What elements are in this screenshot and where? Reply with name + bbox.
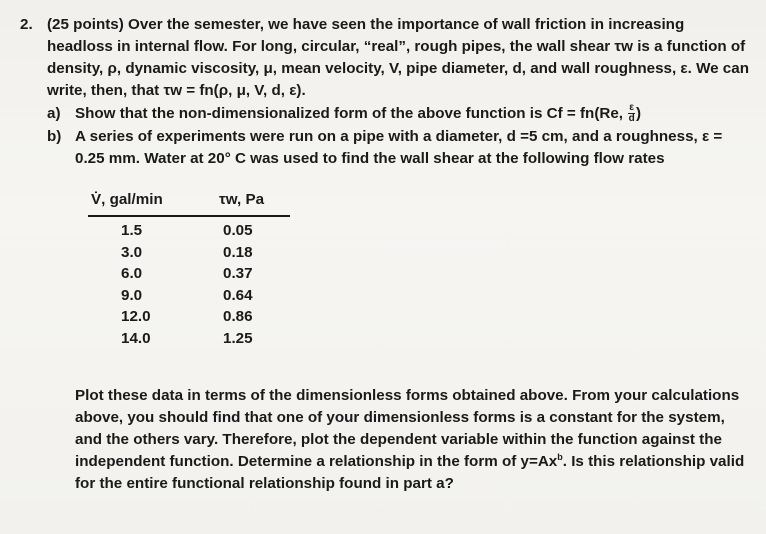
table-header-rule [88, 215, 290, 217]
table-body [88, 222, 290, 351]
table-row [88, 222, 290, 244]
shear-cell: 0.18 [223, 243, 253, 261]
shear-cell: 0.37 [223, 265, 253, 282]
part-a-label: a) [47, 105, 61, 122]
problem-intro: (25 points) Over the semester, we have seen the importance of wall friction in increasing headloss in internal flow. For long, circular, “real”, rough pipes, the wall shear τw is a function of density, ρ, dynamic viscosity, μ, mean velocity, V, pipe diameter, d, and wall roughness, ε. We can write, then, that τw = fn(ρ, μ, V, d, ε). [47, 16, 749, 99]
flow-cell: 1.5 [121, 222, 143, 239]
header-flow-rate: V̇, gal/min [91, 191, 163, 208]
problem-number: 2. [20, 16, 33, 33]
flow-cell: 9.0 [121, 286, 143, 304]
part-b-label: b) [47, 128, 62, 145]
part-a [47, 103, 750, 125]
flow-cell: 3.0 [121, 243, 143, 261]
shear-cell: 0.05 [223, 222, 253, 239]
closing-text-main: Plot these data in terms of the dimensionless forms obtained above. From your calculations above, you should find that one of your dimensionless forms is a constant for the system, and the others vary. Therefore, plot the dependent variable within the function against the independent function. Determine a relationship in the form of y=Ax [75, 387, 740, 470]
table-row [88, 244, 290, 266]
fraction-denominator: d [628, 113, 635, 125]
part-b-text: A series of experiments were run on a pipe with a diameter, d =5 cm, and a roughness, ε = 0.25 mm. Water at 20° C was used to find the wall shear at the following flow rates [75, 128, 723, 167]
problem-2 [20, 14, 750, 170]
flow-cell: 12.0 [121, 308, 151, 325]
table-row [88, 308, 290, 330]
table-header [88, 191, 290, 213]
flow-cell: 14.0 [121, 329, 151, 347]
shear-cell: 0.64 [223, 286, 253, 304]
shear-cell: 1.25 [223, 329, 253, 347]
exponent-b: b [557, 451, 563, 462]
part-a-close-paren: ) [636, 105, 642, 122]
flow-cell: 6.0 [121, 265, 143, 282]
shear-cell: 0.86 [223, 308, 253, 325]
table-row [88, 265, 290, 287]
flow-shear-table [88, 191, 290, 347]
closing-text-end: . Is this relationship valid for the entire functional relationship found in part a? [75, 453, 745, 492]
part-a-text: Show that the non-dimensionalized form of the above function is Cf = fn(Re, [75, 105, 624, 122]
table-row [88, 330, 290, 352]
fraction-numerator: ε [629, 102, 635, 114]
table-row [88, 287, 290, 309]
part-b [47, 126, 750, 170]
header-wall-shear: τw, Pa [219, 191, 265, 208]
closing-instructions [75, 385, 755, 495]
epsilon-over-d-fraction [628, 103, 635, 124]
